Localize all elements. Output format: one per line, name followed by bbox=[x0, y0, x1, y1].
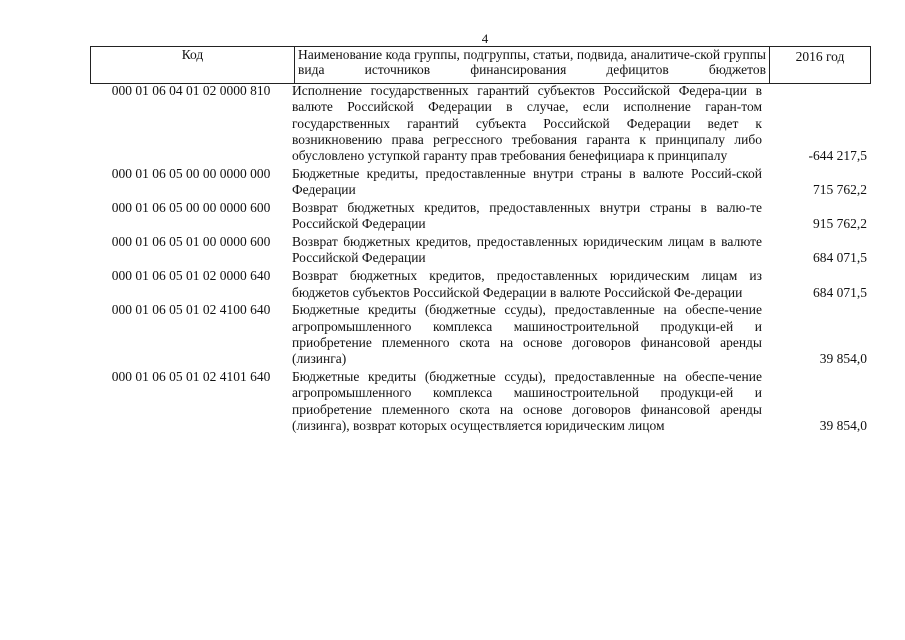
table-row bbox=[90, 166, 870, 199]
table-row bbox=[90, 83, 870, 164]
table-row bbox=[90, 302, 870, 367]
header-row bbox=[91, 47, 871, 84]
header-year: 2016 год bbox=[770, 47, 871, 84]
row-value: 39 854,0 bbox=[819, 417, 867, 433]
row-name: Возврат бюджетных кредитов, предоставленных юридическим лицам в валюте Российской Федерации bbox=[292, 234, 762, 266]
row-code: 000 01 06 04 01 02 0000 810 bbox=[111, 83, 271, 98]
row-value: 39 854,0 bbox=[819, 351, 867, 367]
table-row bbox=[90, 200, 870, 233]
row-code: 000 01 06 05 01 00 0000 600 bbox=[111, 234, 271, 250]
row-value: 684 071,5 bbox=[813, 250, 867, 266]
row-value: 684 071,5 bbox=[813, 284, 867, 300]
row-name: Бюджетные кредиты (бюджетные ссуды), предоставленные на обеспе-чение агропромышленного комплекса машиностроительной продукци-ей и приобретение племенного скота на основе договоров финансовой аренды (лизинга), возврат которых осуществляется юридическим лицом bbox=[292, 369, 762, 433]
table-row bbox=[90, 234, 870, 267]
table-row bbox=[90, 268, 870, 301]
row-name: Бюджетные кредиты, предоставленные внутри страны в валюте Россий-ской Федерации bbox=[292, 165, 762, 198]
table-header bbox=[90, 46, 871, 84]
row-code: 000 01 06 05 00 00 0000 600 bbox=[111, 200, 271, 216]
row-name: Бюджетные кредиты (бюджетные ссуды), предоставленные на обеспе-чение агропромышленного комплекса машиностроительной продукци-ей и приобретение племенного скота на основе договоров финансовой аренды (лизинга) bbox=[292, 302, 762, 367]
row-code: 000 01 06 05 01 02 4100 640 bbox=[111, 302, 271, 318]
header-name: Наименование кода группы, подгруппы, статьи, подвида, аналитиче-ской группы вида источников финансирования дефицитов бюджетов bbox=[295, 47, 770, 84]
row-code: 000 01 06 05 00 00 0000 000 bbox=[111, 165, 271, 181]
row-value: 715 762,2 bbox=[813, 182, 867, 198]
page-number: 4 bbox=[481, 31, 489, 46]
header-code: Код bbox=[91, 47, 295, 84]
row-name: Возврат бюджетных кредитов, предоставленных внутри страны в валю-те Российской Федерации bbox=[292, 200, 762, 232]
row-name: Возврат бюджетных кредитов, предоставленных юридическим лицам из бюджетов субъектов Российской Федерации в валюте Российской Фе-дерации bbox=[292, 268, 762, 300]
row-name: Исполнение государственных гарантий субъектов Российской Федера-ции в валюте Российской Федерации в случае, если исполнение гаран-том государственных гарантий субъекта Российской Федерации ведет к возникновению права регрессного требования гаранта к принципалу либо обусловлено уступкой гаранту прав требования бенефициара к принципалу bbox=[292, 83, 762, 164]
table-row bbox=[90, 369, 870, 434]
row-code: 000 01 06 05 01 02 0000 640 bbox=[111, 268, 271, 284]
table-body bbox=[90, 83, 870, 436]
row-value: -644 217,5 bbox=[808, 148, 867, 164]
row-value: 915 762,2 bbox=[813, 216, 867, 232]
row-code: 000 01 06 05 01 02 4101 640 bbox=[111, 369, 271, 385]
